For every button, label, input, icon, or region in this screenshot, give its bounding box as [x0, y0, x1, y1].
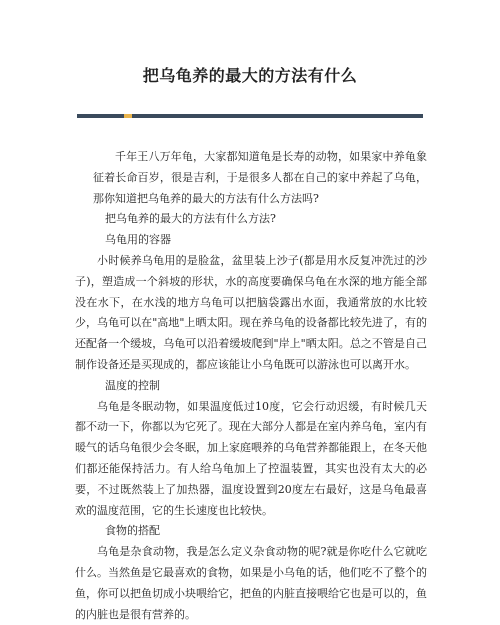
section-heading-food: 食物的搭配 — [105, 524, 160, 538]
divider-left-segment — [77, 114, 124, 118]
section-question: 把乌龟养的最大的方法有什么方法? — [105, 212, 276, 226]
document-title: 把乌龟养的最大的方法有什么 — [142, 66, 358, 85]
document-body — [75, 147, 427, 625]
section-heading-temperature: 温度的控制 — [105, 378, 160, 392]
title-divider — [77, 114, 423, 118]
intro-paragraph: 千年王八万年龟，大家都知道龟是长寿的动物，如果家中养龟象征着长命百岁，很是吉利，于是很多人都在自己的家中养起了乌龟，那你知道把乌龟养的最大的方法有什么方法吗? — [93, 150, 427, 205]
section-heading-container: 乌龟用的容器 — [105, 233, 171, 247]
temperature-paragraph: 乌龟是冬眠动物，如果温度低过10度，它会行动迟缓，有时候几天都不动一下，你都以为它死了。现在大部分人都是在室内养乌龟，室内有暖气的话乌龟很少会冬眠，加上家庭喂养的乌龟营养都能跟上，在冬天他们都还能保持活力。有人给乌龟加上了控温装置，其实也没有太大的必要，不过既然装上了加热器，温度设置到20度左右最好，这是乌龟最喜欢的温度范围，它的生长速度也比较快。 — [75, 399, 427, 517]
container-paragraph: 小时候养乌龟用的是脸盆，盆里装上沙子(都是用水反复冲洗过的沙子)，塑造成一个斜坡的形状，水的高度要确保乌龟在水深的地方能全部没在水下，在水浅的地方乌龟可以把脑袋露出水面，我通常放的水比较少，乌龟可以在"高地"上晒太阳。现在养乌龟的设备都比较先进了，有的还配备一个缓坡，乌龟可以沿着缓坡爬到"岸上"晒太阳。总之不管是自己制作设备还是买现成的，都应该能让小乌龟既可以游泳也可以离开水。 — [75, 253, 427, 371]
food-paragraph: 乌龟是杂食动物，我是怎么定义杂食动物的呢?就是你吃什么它就吃什么。当然鱼是它最喜欢的食物，如果是小乌龟的话，他们吃不了整个的鱼，你可以把鱼切成小块喂给它，把鱼的内脏直接喂给它也是可以的，鱼的内脏也是很有营养的。 — [75, 545, 427, 621]
divider-right-segment — [132, 114, 423, 118]
divider-accent — [124, 114, 132, 118]
